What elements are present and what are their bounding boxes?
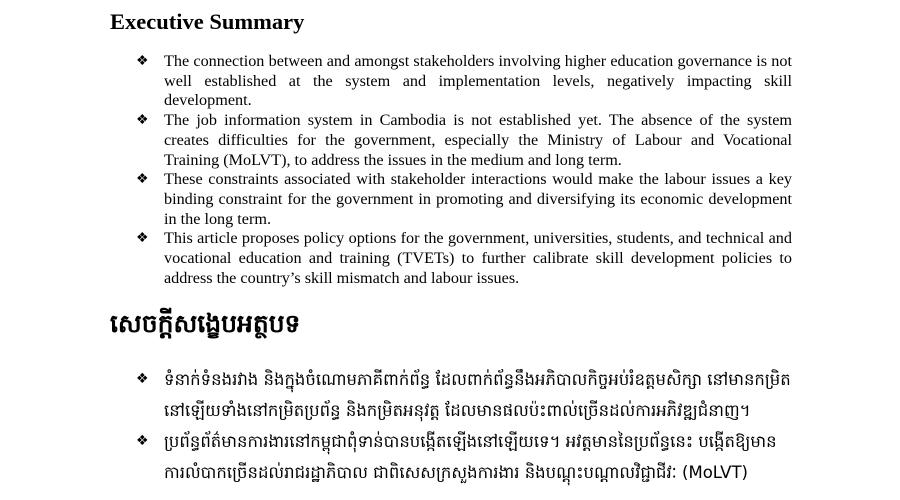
summary-bullet-2 [136, 111, 792, 170]
diamond-bullet-icon: ❖ [136, 113, 149, 129]
summary-bullet-text: The connection between and amongst stakeholders involving higher education governance is not well established at the system and implementation levels, negatively impacting skill development. [164, 52, 792, 110]
summary-bullet-text: These constraints associated with stakeholder interactions would make the labour issues a key binding constraint for the government in promoting and diversifying its economic development in the long term. [164, 170, 792, 228]
khmer-summary-heading: សេចក្តីសង្ខេបអត្ថបទ [110, 309, 301, 338]
summary-bullet-1 [136, 52, 792, 111]
diamond-bullet-icon: ❖ [136, 54, 149, 69]
diamond-bullet-icon: ❖ [136, 371, 149, 387]
diamond-bullet-icon: ❖ [136, 433, 149, 449]
summary-bullet-text: The job information system in Cambodia is not established yet. The absence of the system creates difficulties for the government, especially the Ministry of Labour and Vocational Training (MoLVT), to address the issues in the medium and long term. [164, 111, 792, 169]
khmer-bullet-2 [136, 426, 792, 488]
diamond-bullet-icon: ❖ [136, 231, 149, 247]
executive-summary-heading: Executive Summary [110, 9, 305, 34]
summary-bullet-4 [136, 229, 792, 288]
khmer-bullet-text: ប្រព័ន្ធព័ត៌មានការងារនៅកម្ពុជាពុំទាន់បានបង្កើតឡើងនៅឡើយទេ។ អវត្តមាននៃប្រព័ន្ធនេះ បង្កើតឱ្យមានការលំបាកច្រើនដល់រាជរដ្ឋាភិបាល ជាពិសេសក្រសួងការងារ និងបណ្តុះបណ្តាលវិជ្ជាជីវៈ (MoLVT) [164, 432, 777, 482]
executive-summary-list [136, 52, 792, 288]
khmer-bullet-text: ទំនាក់ទំនងរវាង និងក្នុងចំណោមភាគីពាក់ព័ន្ធ ដែលពាក់ព័ន្ធនឹងអភិបាលកិច្ចអប់រំឧត្តមសិក្សា នៅមានកម្រិតនៅឡើយទាំងនៅកម្រិតប្រព័ន្ធ និងកម្រិតអនុវត្ត ដែលមានផលប៉ះពាល់ច្រើនដល់ការអភិវឌ្ឍជំនាញ។ [164, 370, 791, 420]
khmer-summary-list [136, 364, 792, 488]
diamond-bullet-icon: ❖ [136, 172, 149, 188]
summary-bullet-3 [136, 170, 792, 229]
summary-bullet-text: This article proposes policy options for the government, universities, students, and technical and vocational education and training (TVETs) to further calibrate skill development policies to address the country’s skill mismatch and labour issues. [164, 229, 792, 287]
khmer-bullet-1 [136, 364, 792, 426]
